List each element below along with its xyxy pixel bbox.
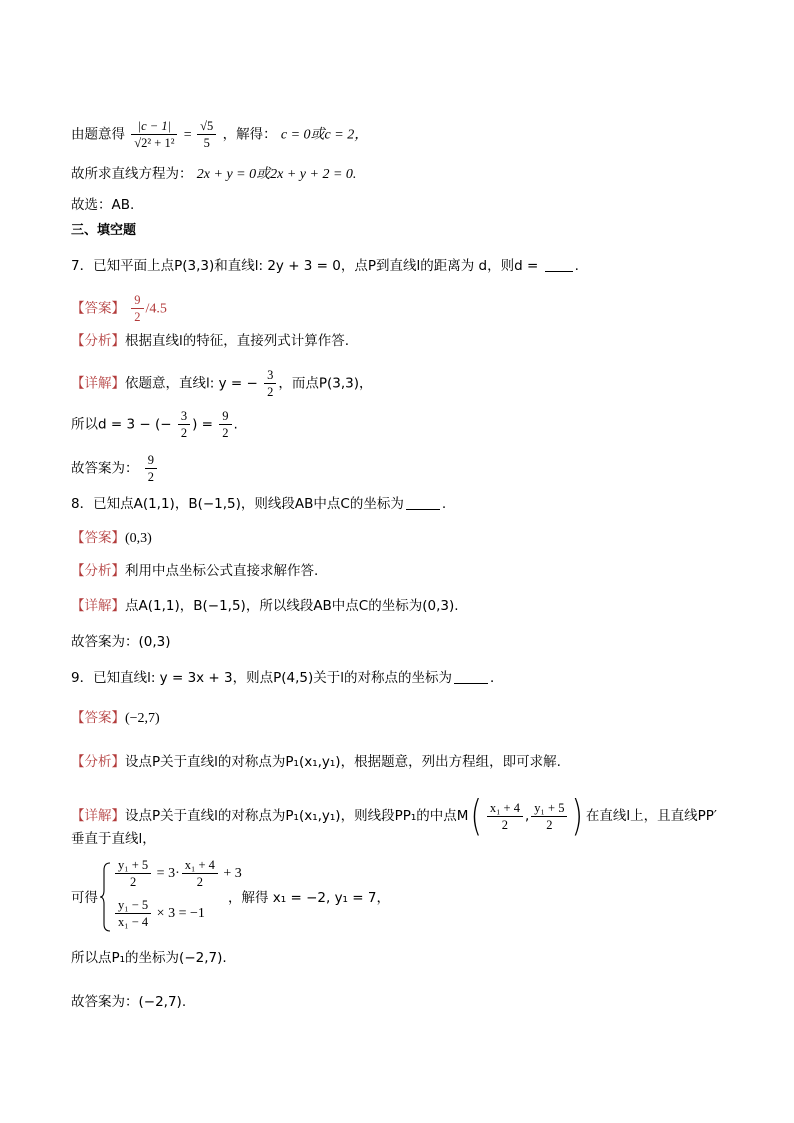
stem-end: ．: [490, 670, 504, 686]
question-9-text: 9．已知直线l: y = 3x + 3，则点P(4,5)关于l的对称点的坐标为: [71, 670, 453, 686]
fraction-numerator: y₁ + 5: [115, 857, 151, 874]
text-solve: ，解得：: [222, 126, 277, 143]
equals-sign: =: [183, 127, 196, 143]
solution-values: c = 0或c = 2，: [280, 127, 369, 143]
eq2-fraction: [115, 897, 151, 930]
stem-end: .: [574, 258, 579, 274]
answer-blank: [545, 257, 573, 272]
answer-tag: 【答案】: [71, 530, 125, 546]
fraction-denominator: 5: [203, 136, 210, 150]
system-solution: [228, 888, 390, 908]
detail-text-a: 依题意，直线l: y = −: [125, 375, 258, 392]
question-8-text: 8．已知点A(1,1)，B(−1,5)，则线段AB中点C的坐标为: [71, 496, 404, 512]
fraction-root5: [197, 118, 216, 151]
fraction-denominator: 2: [501, 817, 509, 832]
answer-choice-line: [71, 195, 134, 215]
answer-rest: /4.5: [145, 301, 167, 317]
answer-blank: [406, 495, 440, 510]
eq2-end: × 3 = −1: [153, 906, 205, 921]
fraction-denominator: 2: [196, 875, 203, 889]
analysis-tag: 【分析】: [71, 333, 125, 349]
fraction-numerator: 9: [145, 452, 157, 469]
right-paren: ): [571, 791, 584, 840]
fraction-numerator: x₁ + 4: [487, 800, 523, 817]
question-8-analysis: [71, 561, 318, 581]
answer-blank: [454, 669, 488, 684]
question-7-text: 7．已知平面上点P(3,3)和直线l: 2y + 3 = 0，点P到直线l的距离为 d，则d =: [71, 258, 543, 274]
question-9-detail-cont: [71, 829, 156, 849]
question-8-final: [71, 632, 171, 652]
calc-fraction-2: [219, 408, 231, 441]
question-9-analysis: [71, 752, 561, 772]
answer-tag: 【答案】: [71, 300, 125, 317]
text-prefix: 故所求直线方程为：: [71, 166, 193, 182]
solution-line-equation: [71, 164, 356, 185]
fraction-numerator: |c − 1|: [131, 118, 177, 135]
eq1-right-fraction: [182, 857, 218, 890]
section-title: [71, 221, 136, 241]
final-fraction: [145, 452, 157, 485]
eq1-left-fraction: [115, 857, 151, 890]
fraction-numerator: x₁ + 4: [182, 857, 218, 874]
question-8-stem: [71, 494, 446, 514]
fraction-denominator: 2: [267, 385, 274, 399]
fraction-numerator: 3: [178, 408, 190, 425]
question-8-detail: [71, 596, 459, 616]
analysis-text: 设点P关于直线l的对称点为P₁(x₁,y₁)，根据题意，列出方程组，即可求解.: [125, 754, 561, 770]
midpoint-y-fraction: [531, 800, 567, 833]
detail-text-b: ，而点P(3,3)，: [278, 375, 373, 392]
calc-text-a: 所以d = 3 − (−: [71, 416, 172, 433]
detail-tag: 【详解】: [71, 598, 125, 614]
final-text: 故答案为：: [71, 460, 139, 477]
text-prefix: 由题意得: [71, 126, 125, 143]
answer-value: (−2,7): [125, 711, 160, 726]
section-title-text: 三、填空题: [71, 223, 137, 238]
question-7-calc: [71, 408, 238, 441]
question-9-so: [71, 948, 227, 968]
fraction-denominator: x₁ − 4: [118, 915, 149, 929]
fraction-denominator: 2: [546, 817, 553, 832]
eq1-end: + 3: [219, 866, 242, 881]
fraction-distance: [131, 118, 177, 151]
fraction-denominator: 2: [129, 875, 137, 889]
detail-fraction: [264, 367, 276, 400]
system-equation-2: [113, 897, 205, 930]
calc-end: .: [233, 416, 238, 433]
analysis-tag: 【分析】: [71, 563, 125, 579]
fraction-denominator: 2: [147, 470, 155, 484]
question-7-answer: [71, 292, 167, 325]
stem-end: .: [441, 496, 447, 512]
system-solution-text: ，解得 x₁ = −2, y₁ = 7，: [228, 890, 390, 906]
choice-text: 故选：AB.: [71, 197, 135, 213]
detail-tag: 【详解】: [71, 808, 125, 824]
question-9-detail: 【详解】设点P关于直线l的对称点为P₁(x₁,y₁)，则线段PP₁的中点M( $\frac{\text{x₁ + 4}}{2}$ , $\frac{\text{y₁ + 5}}{2}$ ) 在直线l上，且直线PP′: [71, 791, 717, 840]
midpoint-x-fraction: [487, 800, 523, 833]
equation: 2x + y = 0或2x + y + 2 = 0.: [196, 167, 357, 182]
fraction-denominator: 2: [180, 426, 188, 440]
calc-fraction-1: [178, 408, 190, 441]
answer-tag: 【答案】: [71, 710, 125, 726]
analysis-text: 根据直线l的特征，直接列式计算作答.: [125, 333, 350, 349]
left-paren: (: [470, 791, 483, 840]
question-8-answer: [71, 528, 152, 549]
analysis-text: 利用中点坐标公式直接求解作答.: [125, 563, 319, 579]
question-7-stem: [71, 256, 579, 276]
system-equation-1: [113, 857, 242, 890]
detail-tag: 【详解】: [71, 375, 125, 392]
fraction-numerator: y₁ − 5: [115, 897, 151, 914]
solution-line-distance: [71, 118, 368, 151]
system-prefix-text: 可得: [71, 890, 98, 906]
system-brace: [99, 862, 111, 932]
answer-fraction: [131, 292, 143, 325]
final-text: 故答案为：(−2,7).: [71, 994, 187, 1010]
fraction-numerator: 9: [219, 408, 231, 425]
question-9-answer: [71, 708, 160, 729]
eq1-middle: = 3·: [153, 866, 180, 881]
final-text: 故答案为：(0,3): [71, 634, 171, 650]
question-7-final: [71, 452, 159, 485]
question-9-final: [71, 992, 186, 1012]
analysis-tag: 【分析】: [71, 754, 125, 770]
detail-text-b: 在直线l上，且直线PP′: [585, 808, 717, 824]
question-7-analysis: [71, 331, 349, 351]
fraction-denominator: 2: [134, 310, 141, 324]
fraction-denominator: 2: [222, 426, 229, 440]
question-9-stem: [71, 668, 504, 688]
detail-text-a: 设点P关于直线l的对称点为P₁(x₁,y₁)，则线段PP₁的中点M: [125, 808, 469, 824]
question-7-detail: [71, 367, 373, 400]
so-text: 所以点P₁的坐标为(−2,7).: [71, 950, 227, 966]
fraction-numerator: √5: [197, 118, 216, 135]
fraction-numerator: 3: [264, 367, 276, 384]
calc-text-b: ) =: [192, 416, 218, 433]
detail-text: 点A(1,1)，B(−1,5)，所以线段AB中点C的坐标为(0,3).: [125, 598, 459, 614]
fraction-denominator: √2² + 1²: [134, 136, 175, 150]
system-prefix: [71, 888, 98, 908]
fraction-numerator: 9: [131, 292, 143, 309]
fraction-numerator: y₁ + 5: [531, 800, 567, 817]
detail-text-c: 垂直于直线l，: [71, 831, 156, 847]
answer-value: (0,3): [125, 531, 152, 546]
